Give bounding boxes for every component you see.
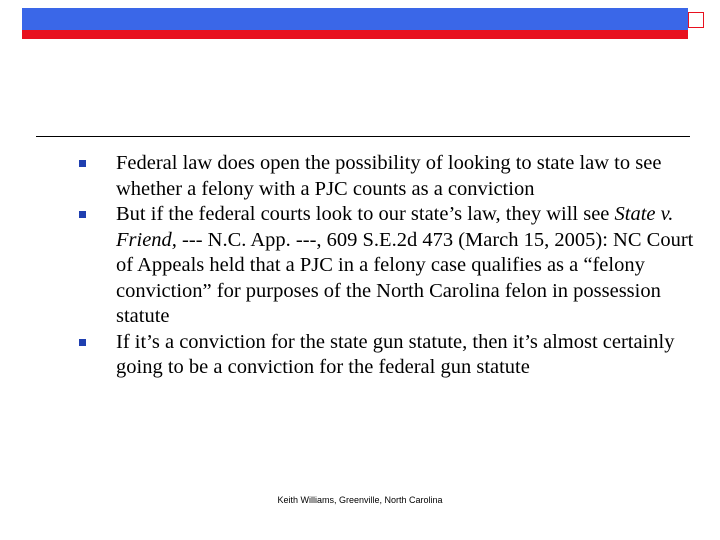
bullet-item <box>76 151 696 202</box>
bullet-text-segment: Federal law does open the possibility of looking to state law to see whether a felony with a PJC counts as a conviction <box>116 152 662 200</box>
bullet-text-segment: --- N.C. App. ---, 609 S.E.2d 473 (March 15, 2005): NC Court of Appeals held that a PJC in a felony case qualifies as a “felony conviction” for purposes of the North Carolina felon in possession statute <box>116 228 694 327</box>
title-divider-line <box>36 136 690 137</box>
bullet-list <box>76 151 696 381</box>
bullet-item <box>76 202 696 330</box>
corner-square-decoration <box>688 12 704 28</box>
square-bullet-icon <box>79 339 86 346</box>
square-bullet-icon <box>79 211 86 218</box>
bullet-item <box>76 330 696 381</box>
bullet-text <box>116 331 675 379</box>
bullet-text-segment: But if the federal courts look to our state’s law, they will see <box>116 203 615 225</box>
case-citation-italic: State v. Friend, <box>116 203 674 251</box>
bullet-text <box>116 203 693 327</box>
bullet-text <box>116 152 661 200</box>
header-red-bar <box>22 30 688 39</box>
bullet-text-segment: If it’s a conviction for the state gun statute, then it’s almost certainly going to be a conviction for the federal gun statute <box>116 330 675 378</box>
header-blue-bar <box>22 8 688 30</box>
slide-footer: Keith Williams, Greenville, North Carolina <box>277 495 443 505</box>
square-bullet-icon <box>79 160 86 167</box>
